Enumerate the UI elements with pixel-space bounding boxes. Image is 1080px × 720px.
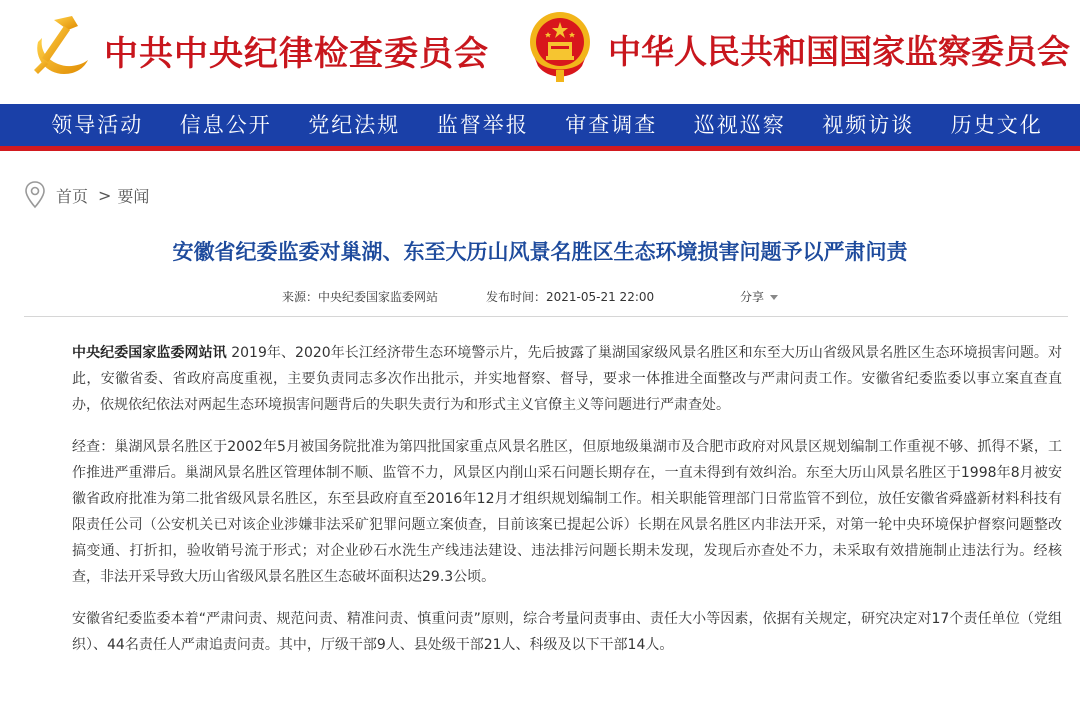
site-name-nsc[interactable]: 中华人民共和国国家监察委员会 — [608, 32, 1070, 71]
share-label: 分享 — [740, 290, 765, 304]
article-body — [72, 340, 1062, 674]
article-source: 来源：中央纪委国家监委网站 — [282, 290, 439, 304]
nav-item-info-disclosure[interactable]: 信息公开 — [179, 113, 272, 137]
article-publish-time: 发布时间：2021-05-21 22:00 — [486, 290, 655, 304]
caret-down-icon — [770, 295, 778, 300]
nav-underline — [0, 146, 1080, 151]
article-title: 安徽省纪委监委对巢湖、东至大历山风景名胜区生态环境损害问题予以严肃问责 — [172, 240, 908, 264]
site-header — [0, 0, 1080, 104]
article-meta — [0, 288, 1080, 308]
article-paragraph-2: 经查：巢湖风景名胜区于2002年5月被国务院批准为第四批国家重点风景名胜区，但原地级巢湖市及合肥市政府对风景区规划编制工作重视不够、抓得不紧，工作推进严重滞后。巢湖风景名胜区管理体制不顺、监管不力，风景区内削山采石问题长期存在，一直未得到有效纠治。东至大历山风景名胜区于1998年8月被安徽省政府批准为第二批省级风景名胜区，东至县政府直至2016年12月才组织规划编制工作。相关职能管理部门日常监管不到位，放任安徽省舜盛新材料科技有限责任公司（公安机关已对该企业涉嫌非法采矿犯罪问题立案侦查，目前该案已提起公诉）长期在风景名胜区内非法开采，对第一轮中央环境保护督察问题整改搞变通、打折扣，验收销号流于形式；对企业砂石水洗生产线违法建设、违法排污问题长期未发现，发现后亦查处不力，未采取有效措施制止违法行为。经核查，非法开采导致大历山省级风景名胜区生态破坏面积达29.3公顷。 — [72, 439, 1062, 585]
breadcrumb-current-link[interactable]: 要闻 — [117, 186, 150, 206]
breadcrumb-home-link[interactable]: 首页 — [56, 186, 89, 206]
nav-item-history-culture[interactable]: 历史文化 — [950, 113, 1043, 137]
hammer-sickle-icon[interactable] — [24, 12, 92, 80]
nav-item-supervision-report[interactable]: 监督举报 — [436, 113, 529, 137]
article-paragraph-3: 安徽省纪委监委本着“严肃问责、规范问责、精准问责、慎重问责”原则，综合考量问责事由、责任大小等因素，依据有关规定，研究决定对17个责任单位（党组织）、44名责任人严肃追责问责。其中，厅级干部9人、县处级干部21人、科级及以下干部14人。 — [72, 611, 1062, 653]
breadcrumb — [24, 180, 149, 210]
article-paragraph-1 — [72, 340, 1062, 418]
article-paragraph-1-text: 2019年、2020年长江经济带生态环境警示片，先后披露了巢湖国家级风景名胜区和东至大历山省级风景名胜区生态环境损害问题。对此，安徽省委、省政府高度重视，主要负责同志多次作出批示，并实地督察、督导，要求一体推进全面整改与严肃问责工作。安徽省纪委监委以事立案直查直办，依规依纪依法对两起生态环境损害问题背后的失职失责行为和形式主义官僚主义等问题进行严肃查处。 — [72, 345, 1062, 413]
main-nav — [0, 104, 1080, 146]
nav-item-investigation[interactable]: 审查调查 — [565, 113, 658, 137]
nav-item-video-interview[interactable]: 视频访谈 — [822, 113, 915, 137]
share-button[interactable] — [740, 288, 778, 305]
nav-item-leadership[interactable]: 领导活动 — [51, 113, 144, 137]
site-name-ccdi[interactable]: 中共中央纪律检查委员会 — [104, 34, 489, 74]
location-pin-icon — [24, 180, 46, 210]
breadcrumb-separator: > — [98, 185, 112, 205]
article-lead: 中央纪委国家监委网站讯 — [72, 345, 227, 361]
article-divider — [24, 316, 1068, 317]
national-emblem-icon[interactable] — [526, 8, 594, 84]
nav-item-regulations[interactable]: 党纪法规 — [308, 113, 401, 137]
nav-item-inspection[interactable]: 巡视巡察 — [693, 113, 786, 137]
